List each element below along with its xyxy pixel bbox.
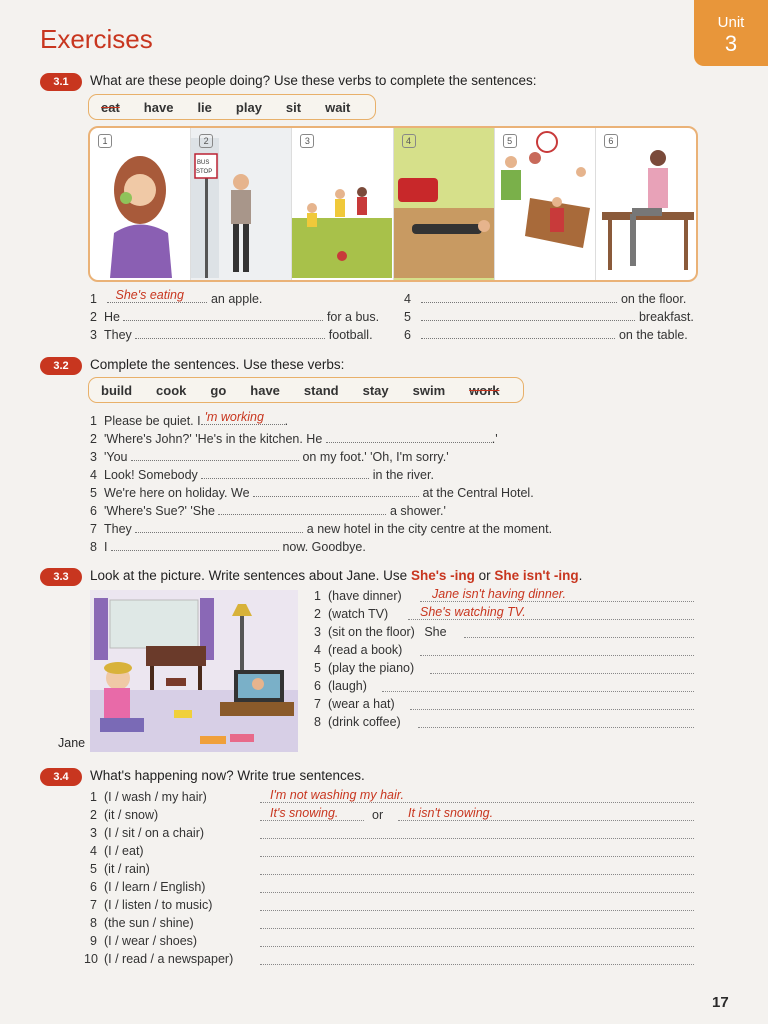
panel-number: 6 — [604, 134, 618, 148]
sentence-start: She — [424, 625, 447, 639]
item-number: 1 — [90, 292, 97, 306]
sentence-end: a shower.' — [389, 504, 446, 518]
exercise-3-2-item-7 — [90, 520, 552, 536]
panel-number: 1 — [98, 134, 112, 148]
exercise-3-4-item-4 — [90, 844, 144, 858]
item-number: 3 — [90, 328, 97, 342]
answer-line — [135, 520, 303, 533]
sample-answer: She's watching TV. — [420, 605, 526, 619]
sentence-end: breakfast. — [638, 310, 694, 324]
unit-label: Unit — [717, 14, 745, 31]
answer-line — [421, 308, 635, 321]
page-number: 17 — [712, 994, 729, 1011]
sentence-start: 'Where's Sue?' 'She — [104, 504, 215, 518]
verb: wait — [325, 99, 351, 115]
sentence-end: at the Central Hotel. — [422, 486, 534, 500]
item-number: 2 — [90, 808, 97, 822]
verb: swim — [412, 382, 446, 398]
answer-line — [131, 448, 299, 461]
item-number: 5 — [90, 862, 97, 876]
exercise-3-2-item-1 — [90, 412, 288, 428]
picture-panel-5 — [495, 128, 596, 280]
cue: (play the piano) — [328, 661, 415, 675]
answer-line — [260, 928, 694, 929]
instruction-or: or — [474, 568, 495, 583]
panel-number: 2 — [199, 134, 213, 148]
sentence-start: He — [104, 310, 120, 324]
exercise-3-4-item-10 — [84, 952, 233, 966]
cue: (I / wear / shoes) — [104, 934, 198, 948]
cue: (it / snow) — [104, 808, 159, 822]
answer-line — [408, 605, 694, 620]
verb-box-3-2 — [88, 377, 524, 403]
answer-line — [253, 484, 419, 497]
illustration-strip — [88, 126, 698, 282]
sample-answer: 'm working — [204, 410, 264, 424]
answer-line — [430, 673, 694, 674]
verb: build — [101, 382, 133, 398]
verb: stand — [303, 382, 339, 398]
answer-line — [201, 466, 369, 479]
item-number: 6 — [314, 679, 321, 693]
panel-number: 3 — [300, 134, 314, 148]
exercise-3-1-item-4 — [404, 290, 686, 306]
sentence-start: I — [104, 540, 108, 554]
exercise-3-4-instruction: What's happening now? Write true sentences. — [90, 768, 365, 783]
answer-line — [107, 290, 207, 303]
item-number: 4 — [314, 643, 321, 657]
jane-room-svg — [90, 590, 298, 752]
item-number: 7 — [314, 697, 321, 711]
item-number: 6 — [90, 504, 97, 518]
cue: (have dinner) — [328, 589, 402, 603]
answer-line — [420, 655, 694, 656]
answer-line — [218, 502, 386, 515]
cue: (sit on the floor) — [328, 625, 415, 639]
exercise-badge-3-3: 3.3 — [40, 568, 82, 586]
item-number: 1 — [90, 790, 97, 804]
item-number: 2 — [90, 432, 97, 446]
sentence-end: for a bus. — [326, 310, 380, 324]
exercise-3-4-item-2 — [90, 808, 158, 822]
answer-line — [260, 910, 694, 911]
sentence-end: on the table. — [618, 328, 688, 342]
bus-stop-sign-text: BUS — [197, 160, 210, 166]
exercise-3-3-item-8 — [314, 715, 401, 729]
answer-line — [260, 892, 694, 893]
exercise-badge-3-1: 3.1 — [40, 73, 82, 91]
or-word: or — [372, 808, 384, 822]
answer-line — [260, 788, 694, 803]
answer-line — [418, 727, 694, 728]
form-affirmative: She's -ing — [410, 568, 475, 583]
verb-box-3-1 — [88, 94, 376, 120]
exercise-3-1-item-2 — [90, 308, 379, 324]
exercise-3-1-item-6 — [404, 326, 688, 342]
exercise-3-3-item-1 — [314, 589, 402, 603]
exercise-3-1-item-3 — [90, 326, 373, 342]
woman-sitting-illustration — [596, 128, 696, 278]
picture-panel-4 — [394, 128, 495, 280]
verb: cook — [156, 382, 187, 398]
answer-line — [421, 326, 615, 339]
answer-line — [421, 290, 617, 303]
exercise-3-1-instruction: What are these people doing? Use these verbs to complete the sentences: — [90, 73, 537, 88]
exercise-3-4-item-3 — [90, 826, 204, 840]
sentence-end: a new hotel in the city centre at the moment. — [306, 522, 553, 536]
man-lying-illustration — [394, 128, 494, 278]
exercise-3-2-item-3 — [90, 448, 449, 464]
item-number: 9 — [90, 934, 97, 948]
sentence-start: They — [104, 328, 132, 342]
exercise-3-2-item-8 — [90, 538, 366, 554]
exercise-3-3-item-7 — [314, 697, 395, 711]
cue: (I / listen / to music) — [104, 898, 213, 912]
exercise-3-4-item-5 — [90, 862, 150, 876]
picture-panel-1 — [90, 128, 191, 280]
exercise-3-3-item-2 — [314, 607, 388, 621]
item-number: 5 — [404, 310, 411, 324]
answer-line — [420, 587, 694, 602]
unit-tab — [694, 0, 768, 66]
cue: (laugh) — [328, 679, 367, 693]
exercise-3-4-item-1 — [90, 790, 207, 804]
cue: (I / sit / on a chair) — [104, 826, 205, 840]
verb: have — [250, 382, 280, 398]
sentence-end: an apple. — [210, 292, 263, 306]
cue: (wear a hat) — [328, 697, 395, 711]
sentence-start: Please be quiet. I — [104, 414, 201, 428]
exercise-3-2-item-4 — [90, 466, 434, 482]
instruction-text: Look at the picture. Write sentences about Jane. Use — [90, 568, 411, 583]
exercise-3-3-item-6 — [314, 679, 367, 693]
sample-answer: It's snowing. — [270, 806, 339, 820]
sample-answer: She's eating — [115, 288, 184, 302]
item-number: 2 — [90, 310, 97, 324]
answer-line — [410, 709, 694, 710]
answer-line — [260, 964, 694, 965]
jane-room-illustration — [90, 590, 298, 752]
item-number: 2 — [314, 607, 321, 621]
picture-panel-2 — [191, 128, 292, 280]
verb: stay — [362, 382, 389, 398]
exercise-3-3-item-4 — [314, 643, 402, 657]
cue: (watch TV) — [328, 607, 389, 621]
answer-line — [135, 326, 325, 339]
sentence-start: 'You — [104, 450, 128, 464]
answer-line — [260, 856, 694, 857]
sentence-start: Look! Somebody — [104, 468, 198, 482]
answer-line — [398, 806, 694, 821]
exercise-3-4-item-8 — [90, 916, 194, 930]
cue: (read a book) — [328, 643, 403, 657]
verb: eat — [101, 99, 120, 115]
verb: have — [143, 99, 174, 115]
item-number: 10 — [84, 952, 98, 966]
item-number: 1 — [314, 589, 321, 603]
item-number: 3 — [314, 625, 321, 639]
cue: (drink coffee) — [328, 715, 401, 729]
item-number: 4 — [90, 468, 97, 482]
sentence-end: . — [284, 414, 289, 428]
item-number: 4 — [404, 292, 411, 306]
exercise-badge-3-4: 3.4 — [40, 768, 82, 786]
form-negative: She isn't -ing — [494, 568, 579, 583]
sentence-start: We're here on holiday. We — [104, 486, 250, 500]
verb: go — [210, 382, 227, 398]
sentence-end: on the floor. — [620, 292, 687, 306]
exercise-badge-3-2: 3.2 — [40, 357, 82, 375]
answer-line — [260, 874, 694, 875]
panel-number: 5 — [503, 134, 517, 148]
item-number: 1 — [90, 414, 97, 428]
item-number: 6 — [90, 880, 97, 894]
panel-number: 4 — [402, 134, 416, 148]
item-number: 7 — [90, 522, 97, 536]
cue: (I / eat) — [104, 844, 144, 858]
verb: work — [469, 382, 500, 398]
sample-answer: I'm not washing my hair. — [270, 788, 404, 802]
verb: lie — [197, 99, 212, 115]
answer-line — [123, 308, 323, 321]
sentence-end: football. — [328, 328, 373, 342]
answer-line — [260, 838, 694, 839]
sentence-start: 'Where's John?' 'He's in the kitchen. He — [104, 432, 323, 446]
family-breakfast-illustration — [495, 128, 595, 278]
answer-line — [260, 946, 694, 947]
unit-number: 3 — [724, 31, 738, 56]
answer-line — [326, 430, 492, 443]
item-number: 8 — [314, 715, 321, 729]
exercise-3-1-item-1 — [90, 290, 262, 306]
woman-eating-illustration — [90, 128, 190, 278]
cue: (I / read / a newspaper) — [104, 952, 234, 966]
item-number: 8 — [90, 540, 97, 554]
sample-answer: Jane isn't having dinner. — [432, 587, 566, 601]
item-number: 3 — [90, 826, 97, 840]
verb: play — [235, 99, 262, 115]
exercise-3-2-item-5 — [90, 484, 534, 500]
cue: (the sun / shine) — [104, 916, 194, 930]
answer-line — [111, 538, 279, 551]
picture-panel-6 — [596, 128, 696, 280]
sentence-end: in the river. — [372, 468, 434, 482]
exercise-3-3-item-5 — [314, 661, 414, 675]
sentence-end: on my foot.' 'Oh, I'm sorry.' — [302, 450, 449, 464]
page-title: Exercises — [40, 24, 153, 54]
item-number: 7 — [90, 898, 97, 912]
item-number: 5 — [314, 661, 321, 675]
sample-answer-alt: It isn't snowing. — [408, 806, 494, 820]
cue: (it / rain) — [104, 862, 150, 876]
item-number: 3 — [90, 450, 97, 464]
sentence-end: .' — [491, 432, 498, 446]
exercise-3-2-item-2 — [90, 430, 498, 446]
answer-line — [201, 412, 285, 425]
item-number: 8 — [90, 916, 97, 930]
verb: sit — [285, 99, 302, 115]
picture-panel-3 — [292, 128, 393, 280]
exercise-3-2-instruction: Complete the sentences. Use these verbs: — [90, 357, 345, 372]
cue: (I / wash / my hair) — [104, 790, 207, 804]
exercise-3-4-item-6 — [90, 880, 205, 894]
item-number: 4 — [90, 844, 97, 858]
exercise-3-3-instruction — [90, 568, 582, 583]
answer-line — [464, 637, 694, 638]
football-illustration — [292, 128, 392, 278]
man-waiting-illustration — [191, 128, 291, 278]
item-number: 5 — [90, 486, 97, 500]
bus-stop-sign-text-2: STOP — [196, 169, 213, 175]
sentence-start: They — [104, 522, 132, 536]
cue: (I / learn / English) — [104, 880, 206, 894]
jane-label: Jane — [58, 736, 86, 750]
exercise-3-1-item-5 — [404, 308, 694, 324]
exercise-3-4-item-9 — [90, 934, 197, 948]
answer-line — [260, 806, 364, 821]
instruction-end: . — [578, 568, 583, 583]
sentence-end: now. Goodbye. — [282, 540, 366, 554]
exercise-3-2-item-6 — [90, 502, 446, 518]
exercise-3-3-item-3 — [314, 625, 447, 639]
answer-line — [382, 691, 694, 692]
item-number: 6 — [404, 328, 411, 342]
exercise-3-4-item-7 — [90, 898, 212, 912]
